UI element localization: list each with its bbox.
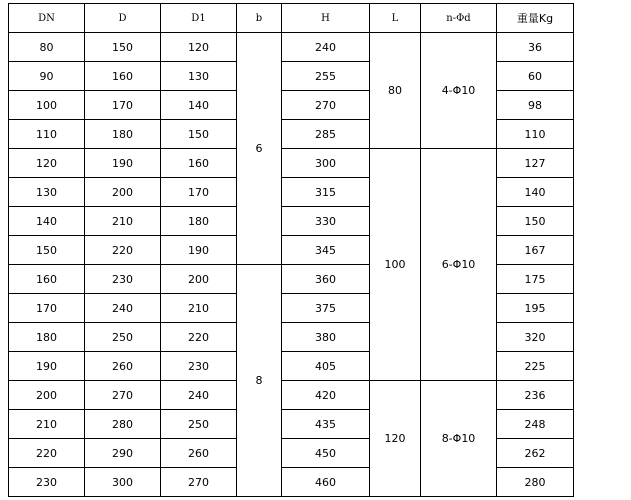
cell-d1: 240 xyxy=(161,381,237,410)
cell-b-group: 8 xyxy=(237,265,282,497)
cell-d: 180 xyxy=(85,120,161,149)
cell-dn: 160 xyxy=(9,265,85,294)
cell-h: 330 xyxy=(282,207,370,236)
cell-h: 375 xyxy=(282,294,370,323)
cell-weight: 262 xyxy=(497,439,574,468)
cell-h: 300 xyxy=(282,149,370,178)
cell-weight: 175 xyxy=(497,265,574,294)
cell-d1: 160 xyxy=(161,149,237,178)
cell-d: 260 xyxy=(85,352,161,381)
cell-dn: 200 xyxy=(9,381,85,410)
cell-l-group: 120 xyxy=(370,381,421,497)
cell-d: 160 xyxy=(85,62,161,91)
cell-weight: 195 xyxy=(497,294,574,323)
cell-dn: 190 xyxy=(9,352,85,381)
cell-d: 190 xyxy=(85,149,161,178)
cell-h: 405 xyxy=(282,352,370,381)
cell-dn: 140 xyxy=(9,207,85,236)
cell-d1: 190 xyxy=(161,236,237,265)
cell-weight: 150 xyxy=(497,207,574,236)
cell-dn: 170 xyxy=(9,294,85,323)
cell-h: 240 xyxy=(282,33,370,62)
cell-bolt-group: 8-Φ10 xyxy=(421,381,497,497)
cell-d1: 260 xyxy=(161,439,237,468)
cell-h: 360 xyxy=(282,265,370,294)
cell-d1: 170 xyxy=(161,178,237,207)
cell-dn: 80 xyxy=(9,33,85,62)
header-d: D xyxy=(85,4,161,33)
cell-d1: 150 xyxy=(161,120,237,149)
cell-d1: 220 xyxy=(161,323,237,352)
cell-h: 255 xyxy=(282,62,370,91)
cell-weight: 127 xyxy=(497,149,574,178)
cell-d1: 210 xyxy=(161,294,237,323)
cell-weight: 236 xyxy=(497,381,574,410)
cell-dn: 210 xyxy=(9,410,85,439)
cell-h: 460 xyxy=(282,468,370,497)
cell-h: 285 xyxy=(282,120,370,149)
cell-weight: 280 xyxy=(497,468,574,497)
cell-dn: 130 xyxy=(9,178,85,207)
cell-d: 240 xyxy=(85,294,161,323)
cell-dn: 220 xyxy=(9,439,85,468)
cell-weight: 140 xyxy=(497,178,574,207)
cell-d1: 230 xyxy=(161,352,237,381)
cell-bolt-group: 6-Φ10 xyxy=(421,149,497,381)
table-row xyxy=(9,381,574,410)
cell-d: 250 xyxy=(85,323,161,352)
header-l: L xyxy=(370,4,421,33)
header-dn: DN xyxy=(9,4,85,33)
cell-weight: 248 xyxy=(497,410,574,439)
cell-h: 435 xyxy=(282,410,370,439)
header-row xyxy=(9,4,574,33)
cell-d: 270 xyxy=(85,381,161,410)
cell-h: 380 xyxy=(282,323,370,352)
cell-dn: 230 xyxy=(9,468,85,497)
table-row xyxy=(9,33,574,62)
header-b: b xyxy=(237,4,282,33)
cell-dn: 120 xyxy=(9,149,85,178)
cell-d1: 180 xyxy=(161,207,237,236)
cell-weight: 98 xyxy=(497,91,574,120)
header-h: H xyxy=(282,4,370,33)
cell-dn: 150 xyxy=(9,236,85,265)
cell-d1: 140 xyxy=(161,91,237,120)
table-row xyxy=(9,149,574,178)
cell-d1: 200 xyxy=(161,265,237,294)
cell-d: 170 xyxy=(85,91,161,120)
cell-l-group: 100 xyxy=(370,149,421,381)
cell-d: 200 xyxy=(85,178,161,207)
cell-d: 280 xyxy=(85,410,161,439)
cell-d: 220 xyxy=(85,236,161,265)
cell-d: 290 xyxy=(85,439,161,468)
header-weight: 重量Kg xyxy=(497,4,574,33)
cell-h: 270 xyxy=(282,91,370,120)
cell-d: 210 xyxy=(85,207,161,236)
cell-d1: 250 xyxy=(161,410,237,439)
cell-weight: 110 xyxy=(497,120,574,149)
cell-weight: 320 xyxy=(497,323,574,352)
cell-l-group: 80 xyxy=(370,33,421,149)
cell-bolt-group: 4-Φ10 xyxy=(421,33,497,149)
cell-dn: 90 xyxy=(9,62,85,91)
cell-h: 450 xyxy=(282,439,370,468)
cell-d: 300 xyxy=(85,468,161,497)
cell-d: 230 xyxy=(85,265,161,294)
cell-h: 345 xyxy=(282,236,370,265)
header-d1: D1 xyxy=(161,4,237,33)
cell-weight: 167 xyxy=(497,236,574,265)
cell-dn: 180 xyxy=(9,323,85,352)
cell-weight: 225 xyxy=(497,352,574,381)
cell-weight: 36 xyxy=(497,33,574,62)
header-bolt-holes: n-Φd xyxy=(421,4,497,33)
cell-d1: 120 xyxy=(161,33,237,62)
cell-h: 315 xyxy=(282,178,370,207)
cell-d: 150 xyxy=(85,33,161,62)
cell-h: 420 xyxy=(282,381,370,410)
flange-spec-table xyxy=(8,3,574,497)
cell-dn: 110 xyxy=(9,120,85,149)
cell-dn: 100 xyxy=(9,91,85,120)
cell-d1: 270 xyxy=(161,468,237,497)
cell-weight: 60 xyxy=(497,62,574,91)
cell-b-group: 6 xyxy=(237,33,282,265)
cell-d1: 130 xyxy=(161,62,237,91)
